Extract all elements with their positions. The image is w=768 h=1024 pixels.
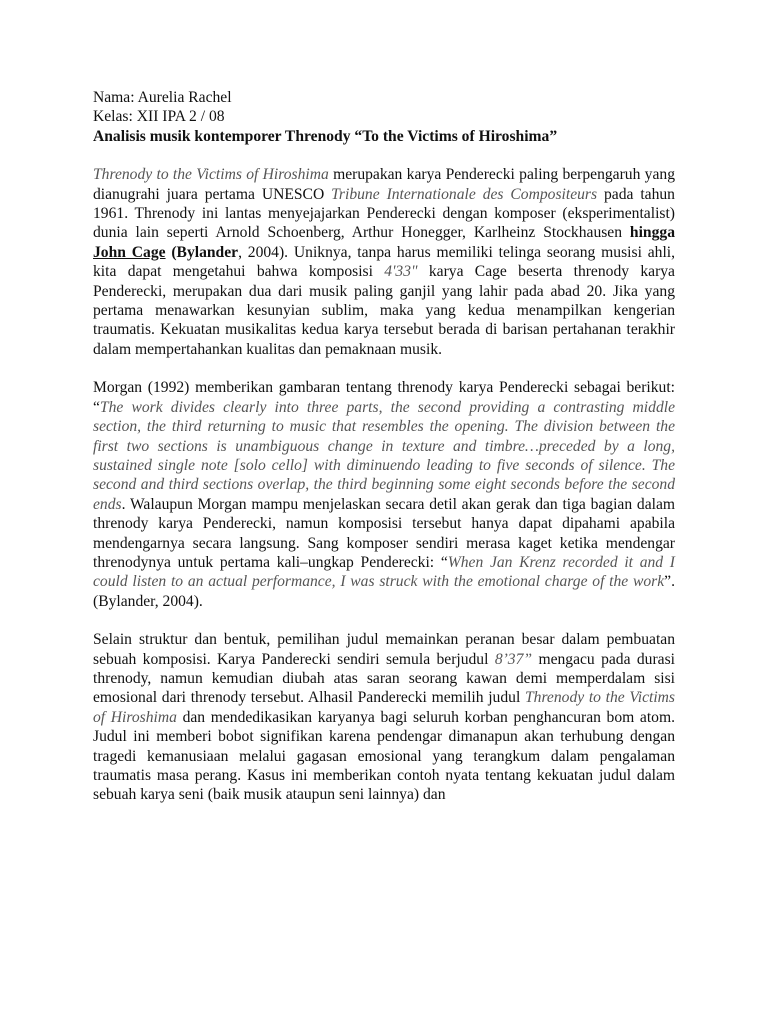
p1-text-b: pada tahun 1961. Threnody ini lantas menyejajarkan Penderecki dengan komposer (eksperimentalist) dunia lain seperti Arnold Schoenberg, Arthur Honegger, Karlheinz Stockhausen xyxy=(93,185,675,242)
paragraph-1 xyxy=(93,165,675,359)
p3-text-a: Selain struktur dan bentuk, pemilihan judul memainkan peranan besar dalam pembuatan sebuah komposisi. Karya Panderecki sendiri semula berjudul xyxy=(93,631,675,668)
p2-text-b: . Walaupun Morgan mampu menjelaskan secara detil akan gerak dan tiga bagian dalam threnody karya Penderecki, namun komposisi tersebut hanya dapat dipahami apabila mendengarnya secara langsung. Sang komposer sendiri merasa kaget ketika mendengar threnodynya untuk pertama kali–ungkap Penderecki: “ xyxy=(93,495,675,571)
original-title-italic: 8’37” xyxy=(494,650,533,668)
p2-text-a: Morgan (1992) memberikan gambaran tentang threnody karya Penderecki sebagai berikut: “ xyxy=(93,379,675,416)
work-title-italic: Threnody to the Victims of Hiroshima xyxy=(93,166,329,184)
document-page xyxy=(93,88,675,805)
p2-text-c: ”. (Bylander, 2004). xyxy=(93,573,675,610)
p3-text-b: mengacu pada durasi threnody, namun kemudian diubah atas saran seorang kawan demi memperdalam sisi emosional dari threnody tersebut. Alhasil Panderecki memilih judul xyxy=(93,650,675,707)
penderecki-quote: When Jan Krenz recorded it and I could listen to an actual performance, I was struck with the emotional charge of the work xyxy=(93,553,675,591)
final-title-italic: Threnody to the Victims of Hiroshima xyxy=(93,689,675,726)
award-name-italic: Tribune Internationale des Compositeurs xyxy=(331,185,598,203)
document-title: Analisis musik kontemporer Threnody “To the Victims of Hiroshima” xyxy=(93,127,558,145)
p3-text-c: dan mendedikasikan karyanya bagi seluruh korban penghancuran bom atom. Judul ini memberi bobot signifikan karena pendengar dimanapun akan terhubung dengan tragedi kemanusiaan melalui gagasan emosional yang terangkum dalam pengalaman traumatis masa perang. Kasus ini memberikan contoh nyata tentang kekuatan judul dalam sebuah karya seni (baik musik ataupun seni lainnya) dan xyxy=(93,708,676,804)
john-cage-link[interactable]: John Cage xyxy=(93,243,166,261)
student-name: Nama: Aurelia Rachel xyxy=(93,89,232,106)
p1-bold-hingga: hingga xyxy=(629,224,675,242)
morgan-quote: The work divides clearly into three parts, the second providing a contrasting middle section, the third returning to music that resembles the opening. The division between the first two sections is unambiguous change in texture and timbre…preceded by a long, sustained single note [solo cello] with diminuendo leading to five seconds of silence. The second and third sections overlap, the third beginning some eight seconds before the second ends xyxy=(93,398,675,513)
composition-title-italic: 4'33" xyxy=(384,263,418,281)
p1-bold-bylander: (Bylander xyxy=(165,243,239,261)
p1-text-a: merupakan karya Penderecki paling berpengaruh yang dianugrahi juara pertama UNESCO xyxy=(93,166,675,203)
paragraph-3 xyxy=(93,630,675,805)
paragraph-2 xyxy=(93,378,675,611)
p1-text-d: karya Cage beserta threnody karya Penderecki, merupakan dua dari musik paling ganjil yang lahir pada abad 20. Jika yang pertama menawarkan kesunyian sublim, maka yang kedua menampilkan kengerian traumatis. Kekuatan musikalitas kedua karya tersebut berada di barisan pertahanan terakhir dalam mempertahankan kualitas dan pemaknaan musik. xyxy=(93,263,675,358)
p1-text-c: , 2004). Uniknya, tanpa harus memiliki telinga seorang musisi ahli, kita dapat mengetahui bahwa komposisi xyxy=(93,243,676,281)
student-class: Kelas: XII IPA 2 / 08 xyxy=(93,108,225,126)
